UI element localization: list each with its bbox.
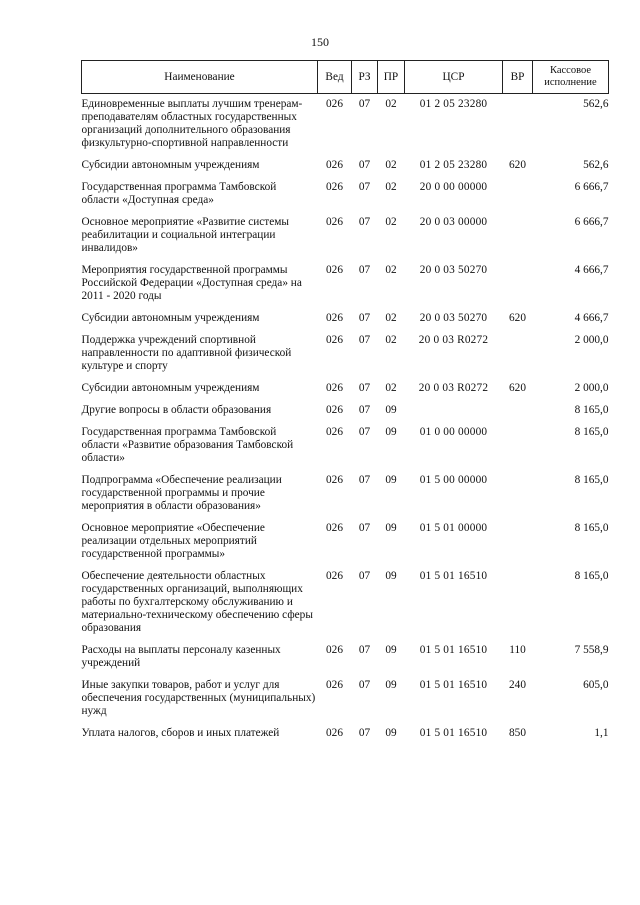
cell-vr bbox=[503, 404, 533, 426]
cell-rz: 07 bbox=[358, 679, 371, 691]
cell-amount: 562,6 bbox=[583, 98, 609, 110]
cell-amount: 2 000,0 bbox=[574, 334, 609, 346]
cell-ved: 026 bbox=[326, 98, 343, 110]
cell-ved: 026 bbox=[326, 334, 343, 346]
table-row bbox=[82, 522, 609, 570]
cell-rz: 07 bbox=[358, 522, 371, 534]
cell-ved: 026 bbox=[326, 312, 343, 324]
cell-csr: 01 0 00 00000 bbox=[419, 426, 488, 438]
cell-pr: 02 bbox=[385, 159, 397, 171]
cell-csr: 20 0 03 00000 bbox=[419, 216, 488, 228]
cell-amount: 562,6 bbox=[583, 159, 609, 171]
cell-name: Обеспечение деятельности областных государственных организаций, выполняющих работы по бухгалтерскому обслуживанию и материально-техническому обеспечению сферы образования bbox=[81, 570, 313, 634]
cell-name: Основное мероприятие «Обеспечение реализации отдельных мероприятий государственной программы» bbox=[81, 522, 265, 560]
cell-name: Основное мероприятие «Развитие системы реабилитации и социальной интеграции инвалидов» bbox=[81, 216, 289, 254]
cell-vr bbox=[503, 474, 533, 522]
cell-name: Поддержка учреждений спортивной направленности по адаптивной физической культуре и спорту bbox=[81, 334, 292, 372]
cell-amount: 4 666,7 bbox=[574, 312, 609, 324]
page-number: 150 bbox=[311, 35, 329, 49]
cell-name: Государственная программа Тамбовской области «Развитие образования Тамбовской области» bbox=[81, 426, 294, 464]
cell-pr: 02 bbox=[385, 382, 397, 394]
cell-pr: 02 bbox=[385, 264, 397, 276]
cell-rz: 07 bbox=[358, 382, 371, 394]
table-row bbox=[82, 181, 609, 216]
cell-rz: 07 bbox=[358, 98, 371, 110]
cell-amount: 8 165,0 bbox=[574, 404, 609, 416]
table-row bbox=[82, 404, 609, 426]
cell-pr: 02 bbox=[385, 312, 397, 324]
cell-name: Субсидии автономным учреждениям bbox=[81, 382, 260, 394]
header-csr: ЦСР bbox=[405, 61, 503, 94]
cell-name: Подпрограмма «Обеспечение реализации государственной программы и прочие мероприятия в области образования» bbox=[81, 474, 282, 512]
cell-amount: 6 666,7 bbox=[574, 216, 609, 228]
cell-name: Иные закупки товаров, работ и услуг для обеспечения государственных (муниципальных) нужд bbox=[81, 679, 316, 717]
table-row bbox=[82, 727, 609, 749]
cell-vr bbox=[503, 522, 533, 570]
cell-ved: 026 bbox=[326, 644, 343, 656]
cell-ved: 026 bbox=[326, 426, 343, 438]
cell-amount: 605,0 bbox=[583, 679, 609, 691]
table-row bbox=[82, 382, 609, 404]
cell-rz: 07 bbox=[358, 159, 371, 171]
cell-csr: 01 2 05 23280 bbox=[419, 98, 488, 110]
cell-vr bbox=[503, 426, 533, 474]
cell-vr bbox=[503, 570, 533, 644]
table-row bbox=[82, 334, 609, 382]
cell-amount: 7 558,9 bbox=[574, 644, 609, 656]
table-row bbox=[82, 426, 609, 474]
table-row bbox=[82, 94, 609, 160]
cell-vr bbox=[503, 264, 533, 312]
cell-rz: 07 bbox=[358, 334, 371, 346]
table-row bbox=[82, 644, 609, 679]
cell-ved: 026 bbox=[326, 727, 343, 739]
cell-pr: 09 bbox=[385, 727, 397, 739]
cell-name: Расходы на выплаты персоналу казенных учреждений bbox=[81, 644, 281, 669]
table-row bbox=[82, 216, 609, 264]
cell-csr: 01 5 01 16510 bbox=[419, 679, 488, 691]
table-row bbox=[82, 264, 609, 312]
cell-vr: 850 bbox=[509, 727, 526, 739]
cell-name: Другие вопросы в области образования bbox=[81, 404, 272, 416]
cell-amount: 6 666,7 bbox=[574, 181, 609, 193]
cell-amount: 2 000,0 bbox=[574, 382, 609, 394]
cell-vr bbox=[503, 181, 533, 216]
cell-amount: 8 165,0 bbox=[574, 570, 609, 582]
cell-amount: 8 165,0 bbox=[574, 474, 609, 486]
cell-pr: 09 bbox=[385, 474, 397, 486]
cell-amount: 1,1 bbox=[594, 727, 609, 739]
header-pr: ПР bbox=[378, 61, 405, 94]
cell-name: Единовременные выплаты лучшим тренерам-преподавателям областных государственных организаций дополнительного образования физкультурно-спортивной направленности bbox=[81, 98, 303, 149]
cell-amount: 4 666,7 bbox=[574, 264, 609, 276]
cell-ved: 026 bbox=[326, 216, 343, 228]
cell-csr: 01 2 05 23280 bbox=[419, 159, 488, 171]
cell-ved: 026 bbox=[326, 570, 343, 582]
table-header-row bbox=[82, 61, 609, 94]
cell-ved: 026 bbox=[326, 264, 343, 276]
cell-rz: 07 bbox=[358, 264, 371, 276]
cell-ved: 026 bbox=[326, 522, 343, 534]
cell-csr: 20 0 03 50270 bbox=[419, 264, 488, 276]
cell-vr bbox=[503, 94, 533, 160]
cell-name: Государственная программа Тамбовской области «Доступная среда» bbox=[81, 181, 277, 206]
cell-pr: 02 bbox=[385, 181, 397, 193]
cell-rz: 07 bbox=[358, 570, 371, 582]
cell-csr: 01 5 01 16510 bbox=[419, 727, 488, 739]
cell-vr: 620 bbox=[509, 312, 526, 324]
cell-csr: 20 0 03 R0272 bbox=[418, 334, 489, 346]
cell-pr: 02 bbox=[385, 98, 397, 110]
cell-vr bbox=[503, 334, 533, 382]
cell-csr: 01 5 01 16510 bbox=[419, 644, 488, 656]
budget-table bbox=[81, 60, 609, 749]
cell-rz: 07 bbox=[358, 474, 371, 486]
cell-pr: 09 bbox=[385, 644, 397, 656]
cell-csr: 01 5 01 00000 bbox=[419, 522, 488, 534]
cell-rz: 07 bbox=[358, 181, 371, 193]
cell-pr: 02 bbox=[385, 216, 397, 228]
cell-pr: 09 bbox=[385, 426, 397, 438]
table-row bbox=[82, 474, 609, 522]
cell-ved: 026 bbox=[326, 679, 343, 691]
cell-ved: 026 bbox=[326, 382, 343, 394]
cell-amount: 8 165,0 bbox=[574, 426, 609, 438]
cell-name: Мероприятия государственной программы Российской Федерации «Доступная среда» на 2011 - 2020 годы bbox=[81, 264, 302, 302]
cell-rz: 07 bbox=[358, 727, 371, 739]
cell-pr: 09 bbox=[385, 522, 397, 534]
cell-ved: 026 bbox=[326, 181, 343, 193]
cell-name: Субсидии автономным учреждениям bbox=[81, 159, 260, 171]
cell-csr: 20 0 00 00000 bbox=[419, 181, 488, 193]
cell-vr: 240 bbox=[509, 679, 526, 691]
cell-pr: 02 bbox=[385, 334, 397, 346]
cell-name: Субсидии автономным учреждениям bbox=[81, 312, 260, 324]
table-row bbox=[82, 159, 609, 181]
cell-name: Уплата налогов, сборов и иных платежей bbox=[81, 727, 280, 739]
cell-rz: 07 bbox=[358, 404, 371, 416]
cell-rz: 07 bbox=[358, 312, 371, 324]
cell-vr: 620 bbox=[509, 159, 526, 171]
cell-vr: 620 bbox=[509, 382, 526, 394]
header-amount: Кассовое исполнение bbox=[533, 61, 609, 94]
cell-pr: 09 bbox=[385, 404, 397, 416]
cell-pr: 09 bbox=[385, 679, 397, 691]
cell-pr: 09 bbox=[385, 570, 397, 582]
cell-amount: 8 165,0 bbox=[574, 522, 609, 534]
cell-ved: 026 bbox=[326, 404, 343, 416]
cell-csr: 01 5 00 00000 bbox=[419, 474, 488, 486]
cell-csr: 20 0 03 R0272 bbox=[418, 382, 489, 394]
cell-ved: 026 bbox=[326, 159, 343, 171]
cell-ved: 026 bbox=[326, 474, 343, 486]
table-row bbox=[82, 570, 609, 644]
header-ved: Вед bbox=[318, 61, 352, 94]
header-name: Наименование bbox=[82, 61, 318, 94]
cell-csr bbox=[405, 404, 503, 426]
cell-csr: 20 0 03 50270 bbox=[419, 312, 488, 324]
table-row bbox=[82, 312, 609, 334]
cell-vr bbox=[503, 216, 533, 264]
table-row bbox=[82, 679, 609, 727]
cell-rz: 07 bbox=[358, 216, 371, 228]
header-rz: РЗ bbox=[352, 61, 378, 94]
cell-rz: 07 bbox=[358, 644, 371, 656]
header-vr: ВР bbox=[503, 61, 533, 94]
cell-rz: 07 bbox=[358, 426, 371, 438]
cell-csr: 01 5 01 16510 bbox=[419, 570, 488, 582]
cell-vr: 110 bbox=[509, 644, 526, 656]
